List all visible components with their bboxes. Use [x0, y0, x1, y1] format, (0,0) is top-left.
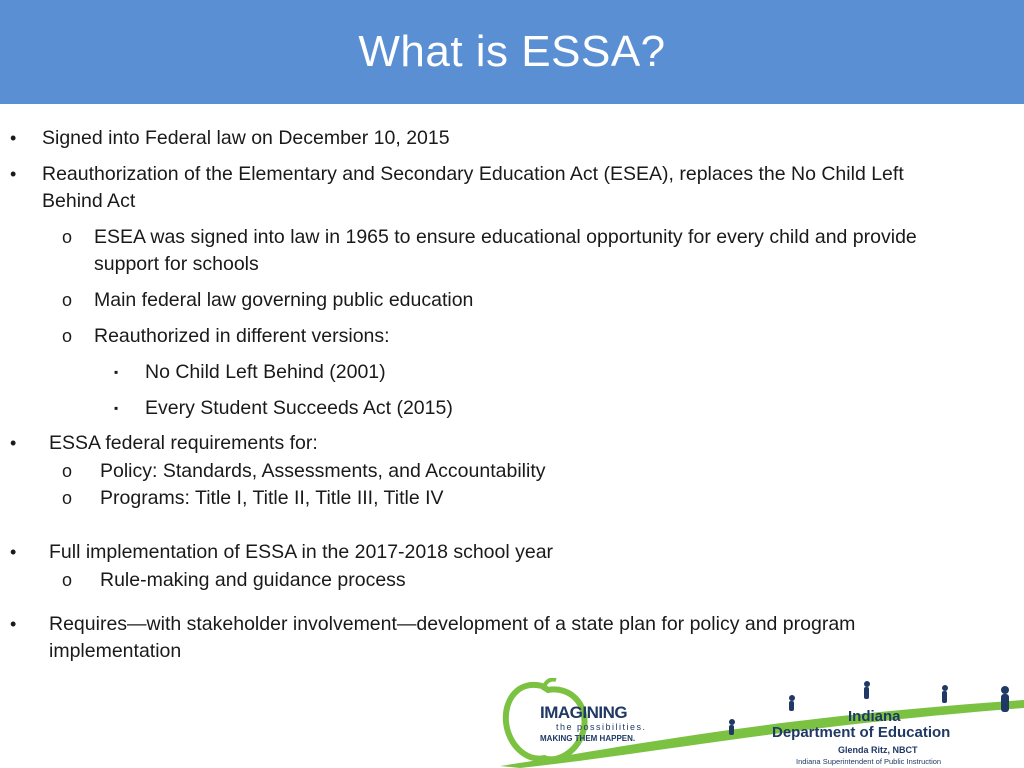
footer-logo [500, 678, 1024, 768]
tertiary-nclb: No Child Left Behind (2001) [145, 361, 386, 383]
bullet-marker: • [10, 542, 17, 562]
doe-department: Department of Education [772, 724, 951, 741]
sub-bullet-esea-1965-line2: support for schools [94, 253, 259, 275]
bullet-reauthorization-line2: Behind Act [42, 190, 136, 212]
sub-bullet-programs: Programs: Title I, Title II, Title III, Title IV [100, 487, 444, 509]
sub-bullet-esea-1965-line1: ESEA was signed into law in 1965 to ensure educational opportunity for every child and provide [94, 226, 917, 248]
sub-bullet-marker: o [62, 290, 73, 310]
sub-bullet-marker: o [62, 227, 73, 247]
bullet-signed: Signed into Federal law on December 10, 2015 [42, 127, 450, 149]
tertiary-essa: Every Student Succeeds Act (2015) [145, 397, 453, 419]
sub-bullet-marker: o [62, 326, 73, 346]
logo-making-them-happen: MAKING THEM HAPPEN. [540, 734, 636, 743]
doe-superintendent-name: Glenda Ritz, NBCT [838, 745, 918, 755]
doe-indiana: Indiana [848, 708, 901, 725]
bullet-state-plan-line1: Requires—with stakeholder involvement—development of a state plan for policy and program [49, 613, 856, 635]
title-bar [0, 0, 1024, 104]
sub-bullet-marker: o [62, 488, 73, 508]
sub-bullet-rule-making: Rule-making and guidance process [100, 569, 406, 591]
tertiary-bullet-marker: ▪ [114, 365, 119, 379]
bullet-marker: • [10, 614, 17, 634]
sub-bullet-versions: Reauthorized in different versions: [94, 325, 390, 347]
bullet-reauthorization-line1: Reauthorization of the Elementary and Secondary Education Act (ESEA), replaces the No Child Left [42, 163, 904, 185]
bullet-requirements: ESSA federal requirements for: [49, 432, 318, 454]
bullet-marker: • [10, 128, 17, 148]
sub-bullet-main-law: Main federal law governing public education [94, 289, 474, 311]
bullet-marker: • [10, 433, 17, 453]
logo-imagining: IMAGINING [540, 703, 628, 722]
doe-superintendent-title: Indiana Superintendent of Public Instruction [796, 757, 942, 766]
sub-bullet-marker: o [62, 461, 73, 481]
sub-bullet-marker: o [62, 570, 73, 590]
slide-title: What is ESSA? [358, 27, 666, 76]
tertiary-bullet-marker: ▪ [114, 401, 119, 415]
bullet-state-plan-line2: implementation [49, 640, 182, 662]
sub-bullet-policy: Policy: Standards, Assessments, and Accountability [100, 460, 546, 482]
logo-possibilities: the possibilities. [556, 722, 647, 732]
bullet-implementation: Full implementation of ESSA in the 2017-2018 school year [49, 541, 554, 563]
bullet-marker: • [10, 164, 17, 184]
